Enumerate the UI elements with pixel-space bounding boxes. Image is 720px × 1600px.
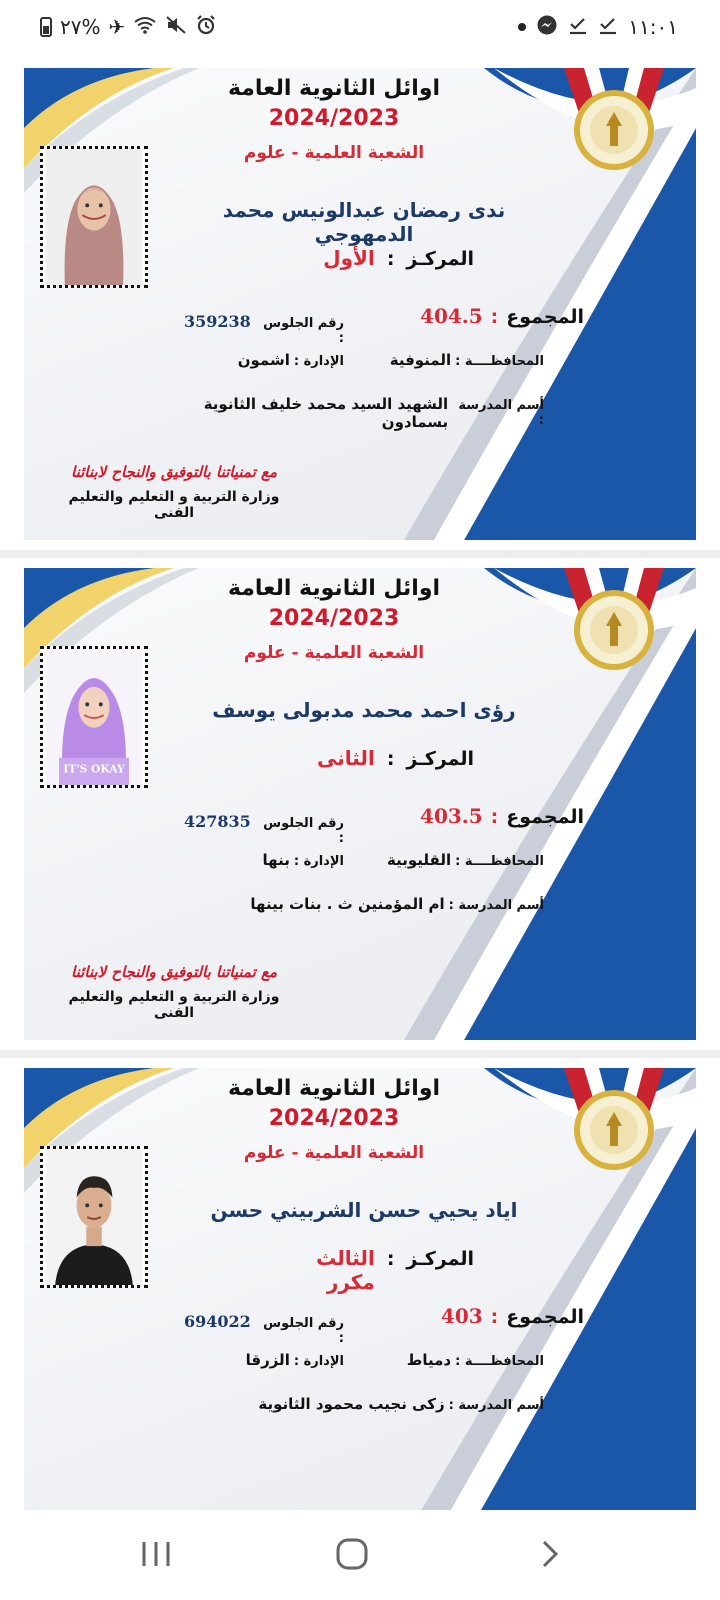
total-colon: : <box>490 806 499 828</box>
rank-row <box>294 1246 474 1294</box>
total-row <box>420 304 584 328</box>
certificate-card[interactable] <box>24 1068 696 1510</box>
rank-label: المركـز <box>406 1248 474 1270</box>
home-icon <box>332 1534 372 1574</box>
governorate-row <box>384 351 544 369</box>
card-separator <box>0 550 720 558</box>
dot-icon <box>518 23 526 31</box>
battery-icon <box>40 17 52 37</box>
school-row <box>144 1395 544 1413</box>
chevron-right-icon <box>530 1534 570 1574</box>
alarm-icon <box>195 14 217 39</box>
check-icon <box>598 15 618 38</box>
academic-year: 2024/2023 <box>268 606 400 631</box>
school-row <box>144 395 544 431</box>
card-title: اوائل الثانوية العامة <box>227 1076 441 1101</box>
navigation-bar <box>0 1510 720 1600</box>
academic-year: 2024/2023 <box>268 106 400 131</box>
school-label: أسم المدرسة : <box>458 398 544 428</box>
ministry-text: وزارة التربية و التعليم والتعليم الفنى <box>68 989 280 1021</box>
school-value: الشهيد السيد محمد خليف الثانوية بسمادون <box>203 395 449 431</box>
administration-label: الإدارة : <box>293 354 344 369</box>
certificate-card[interactable] <box>24 568 696 1040</box>
battery-percent: ٢٧% <box>60 14 101 39</box>
school-label: أسم المدرسة : <box>448 898 544 913</box>
image-feed[interactable] <box>0 58 720 1510</box>
administration-row <box>214 351 344 369</box>
status-bar-right <box>518 14 678 39</box>
recents-icon <box>136 1534 176 1574</box>
governorate-label: المحافظــــة : <box>455 854 544 869</box>
seat-label: رقم الجلوس : <box>263 1316 344 1346</box>
total-label: المجموع <box>506 306 584 328</box>
school-value: زكى نجيب محمود الثانوية <box>258 1395 445 1413</box>
back-button[interactable] <box>530 1534 570 1574</box>
seat-label: رقم الجلوس : <box>263 816 344 846</box>
student-name: ندى رمضان عبدالونيس محمد الدمهوجي <box>222 198 506 246</box>
rank-row <box>294 746 474 770</box>
administration-value: بنها <box>262 851 290 869</box>
rank-value: الأول <box>323 246 375 270</box>
governorate-row <box>384 851 544 869</box>
messenger-icon <box>536 14 558 39</box>
total-value: 403 <box>440 1304 483 1328</box>
governorate-value: القليوبية <box>387 851 452 869</box>
administration-label: الإدارة : <box>293 1354 344 1369</box>
mute-icon <box>165 15 187 38</box>
seat-row <box>184 312 344 346</box>
seat-row <box>184 1312 344 1346</box>
seat-value: 694022 <box>184 1312 251 1331</box>
total-colon: : <box>490 306 499 328</box>
student-photo <box>40 146 148 288</box>
recents-button[interactable] <box>136 1534 176 1574</box>
rank-colon: : <box>386 1248 395 1270</box>
rank-colon: : <box>386 748 395 770</box>
card-separator <box>0 1050 720 1058</box>
wish-text: مع تمنياتنا بالتوفيق والنجاح لابنائنا <box>71 463 277 481</box>
seat-value: 427835 <box>184 812 251 831</box>
administration-label: الإدارة : <box>293 854 344 869</box>
administration-row <box>214 1351 344 1369</box>
student-photo <box>40 646 148 788</box>
rank-value: الثانى <box>317 746 375 770</box>
card-title: اوائل الثانوية العامة <box>227 76 441 101</box>
card-title: اوائل الثانوية العامة <box>227 576 441 601</box>
home-button[interactable] <box>332 1534 372 1574</box>
status-bar-left <box>40 14 217 39</box>
administration-value: الزرقا <box>245 1351 290 1369</box>
status-bar <box>0 0 720 58</box>
wish-text: مع تمنياتنا بالتوفيق والنجاح لابنائنا <box>71 963 277 981</box>
administration-value: اشمون <box>237 351 290 369</box>
school-value: ام المؤمنين ث . بنات بينها <box>250 895 445 913</box>
certificate-card[interactable] <box>24 68 696 540</box>
academic-year: 2024/2023 <box>268 1106 400 1131</box>
clock: ١١:٠١ <box>628 14 678 39</box>
airplane-icon: ✈ <box>108 14 126 39</box>
ministry-text: وزارة التربية و التعليم والتعليم الفنى <box>68 489 280 521</box>
administration-row <box>214 851 344 869</box>
governorate-row <box>384 1351 544 1369</box>
wifi-icon <box>133 15 157 38</box>
branch: الشعبة العلمية - علوم <box>243 1143 425 1163</box>
governorate-value: المنوفية <box>389 351 452 369</box>
check-icon <box>568 15 588 38</box>
seat-row <box>184 812 344 846</box>
rank-row <box>294 246 474 270</box>
branch: الشعبة العلمية - علوم <box>243 143 425 163</box>
school-label: أسم المدرسة : <box>448 1398 544 1413</box>
student-photo <box>40 1146 148 1288</box>
total-value: 404.5 <box>420 304 483 328</box>
rank-label: المركـز <box>406 748 474 770</box>
total-label: المجموع <box>506 806 584 828</box>
total-colon: : <box>490 1306 499 1328</box>
total-row <box>420 804 584 828</box>
seat-value: 359238 <box>184 312 251 331</box>
governorate-value: دمياط <box>406 1351 452 1369</box>
branch: الشعبة العلمية - علوم <box>243 643 425 663</box>
seat-label: رقم الجلوس : <box>263 316 344 346</box>
total-value: 403.5 <box>420 804 483 828</box>
student-name: اياد يحيي حسن الشربيني حسن <box>210 1198 518 1222</box>
rank-value: الثالث مكرر <box>316 1246 375 1294</box>
student-name: رؤى احمد محمد مدبولى يوسف <box>212 698 516 722</box>
rank-label: المركـز <box>406 248 474 270</box>
photo-caption: IT'S OKAY <box>63 762 125 776</box>
total-label: المجموع <box>506 1306 584 1328</box>
governorate-label: المحافظــــة : <box>455 354 544 369</box>
school-row <box>144 895 544 913</box>
governorate-label: المحافظــــة : <box>455 1354 544 1369</box>
total-row <box>424 1304 584 1328</box>
rank-colon: : <box>386 248 395 270</box>
